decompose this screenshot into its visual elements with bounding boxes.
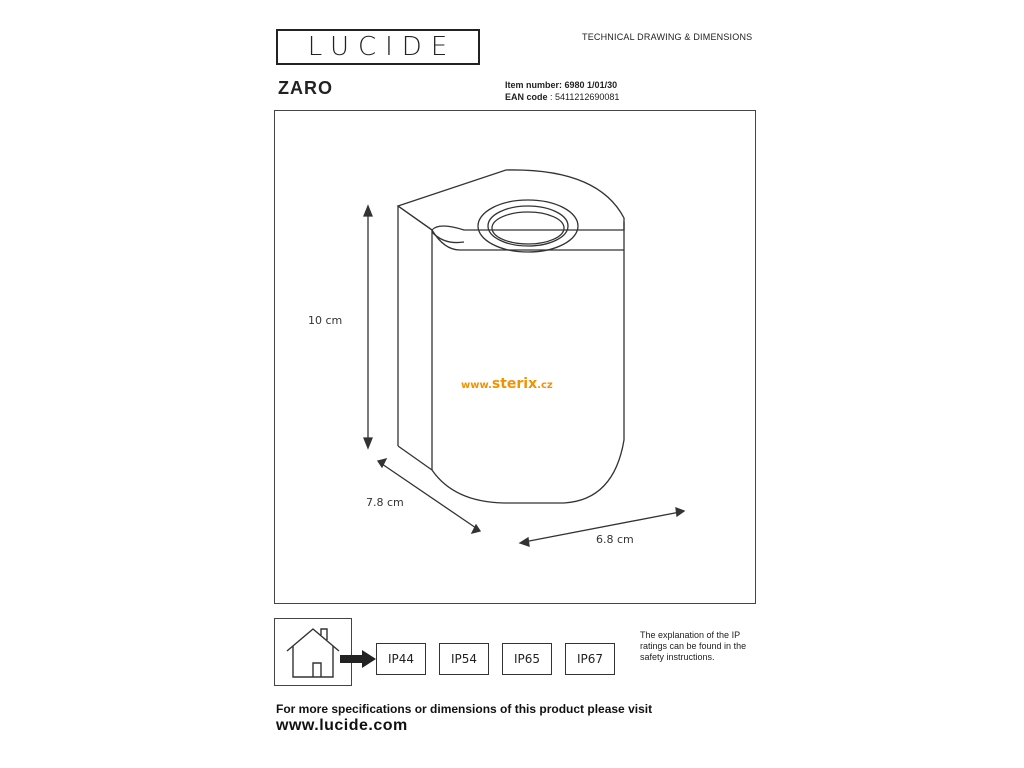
ip-rating-ip44: IP44 [376, 643, 426, 675]
ean-code-line [505, 92, 619, 102]
arrow-head [676, 508, 684, 516]
lamp-outline [398, 170, 624, 503]
ip-rating-ip67: IP67 [565, 643, 615, 675]
logo-text: LUCIDE [307, 32, 457, 62]
lucide-logo [276, 29, 480, 65]
watermark-prefix: www. [461, 380, 492, 391]
ip-rating-note: The explanation of the IP ratings can be found in the safety instructions. [640, 630, 747, 662]
arrow-head [364, 206, 372, 216]
lamp-drawing [274, 110, 756, 604]
product-name: ZARO [278, 78, 333, 98]
depth-dimension-label: 7.8 cm [366, 496, 404, 509]
height-dimension-label: 10 cm [308, 314, 343, 327]
document-title: TECHNICAL DRAWING & DIMENSIONS [582, 32, 753, 42]
sterix-watermark [461, 376, 553, 392]
arrow-right-icon [340, 648, 376, 670]
item-number-label: Item number: [505, 80, 563, 90]
arrow-head [520, 538, 529, 546]
watermark-brand: sterix [491, 376, 538, 392]
lamp-top-ring [478, 200, 578, 252]
width-dimension-label: 6.8 cm [596, 533, 634, 546]
ean-code-value: : 5411212690081 [550, 92, 620, 102]
ip-rating-ip54: IP54 [439, 643, 489, 675]
item-number-value: 6980 1/01/30 [564, 80, 618, 90]
ip-rating-ip65: IP65 [502, 643, 552, 675]
item-number-line [505, 80, 617, 90]
website-link[interactable]: www.lucide.com [276, 717, 408, 734]
watermark-suffix: .cz [537, 380, 553, 391]
arrow-head [364, 438, 372, 448]
more-specs-text: For more specifications or dimensions of this product please visit [276, 702, 653, 716]
ean-code-label: EAN code [505, 92, 548, 102]
